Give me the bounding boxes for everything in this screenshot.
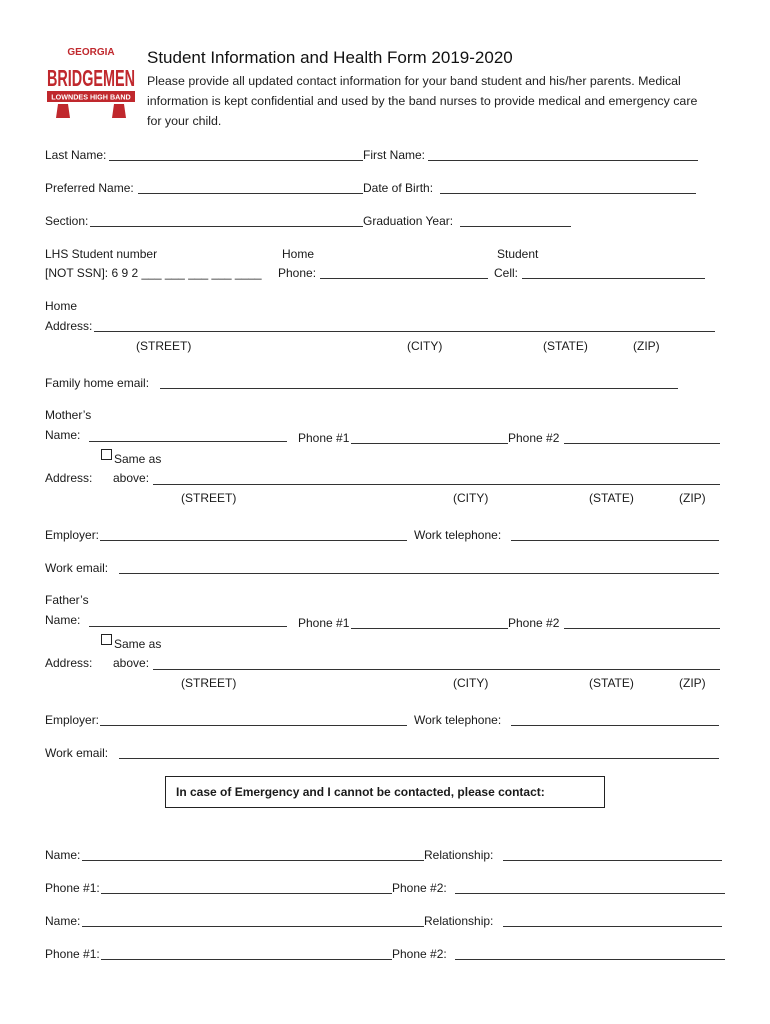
mother-name-field[interactable] [89, 441, 287, 442]
family-email-field[interactable] [160, 388, 678, 389]
student-cell-field[interactable] [522, 278, 705, 279]
bridgemen-logo [44, 44, 138, 120]
mother-work-email-label: Work email: [45, 561, 109, 575]
father-employer-label: Employer: [45, 713, 100, 727]
student-cell-label-2: Cell: [494, 266, 519, 280]
logo-right-pillar [112, 104, 126, 118]
emergency-banner-text: In case of Emergency and I cannot be contacted, please contact: [176, 785, 545, 799]
father-phone2-field[interactable] [564, 628, 720, 629]
emergency-1-phone1-field[interactable] [101, 893, 392, 894]
emergency-2-relationship-field[interactable] [503, 926, 722, 927]
father-zip-caption: (ZIP) [679, 676, 706, 690]
home-state-caption: (STATE) [543, 339, 588, 353]
father-work-email-label: Work email: [45, 746, 109, 760]
lhs-number-label: LHS Student number [45, 247, 158, 261]
logo-main-text: BRIDGEMEN [47, 65, 135, 91]
grad-year-label: Graduation Year: [363, 214, 454, 228]
father-street-caption: (STREET) [181, 676, 237, 690]
father-same-as-label: Same as [114, 637, 162, 651]
mother-same-as-label: Same as [114, 452, 162, 466]
emergency-2-relationship-label: Relationship: [424, 914, 494, 928]
emergency-2-phone1-field[interactable] [101, 959, 392, 960]
mother-phone1-field[interactable] [351, 443, 508, 444]
emergency-2-phone1-label: Phone #1: [45, 947, 100, 961]
emergency-1-phone1-label: Phone #1: [45, 881, 100, 895]
dob-field[interactable] [440, 193, 696, 194]
father-address-field[interactable] [153, 669, 720, 670]
father-phone1-label: Phone #1 [298, 616, 350, 630]
father-address-label: Address: [45, 656, 93, 670]
mother-employer-label: Employer: [45, 528, 100, 542]
mother-state-caption: (STATE) [589, 491, 634, 505]
form-title: Student Information and Health Form 2019-2020 [147, 48, 513, 67]
home-address-field[interactable] [94, 331, 715, 332]
emergency-1-name-label: Name: [45, 848, 81, 862]
home-city-caption: (CITY) [407, 339, 443, 353]
emergency-2-name-field[interactable] [82, 926, 424, 927]
father-name-label-2: Name: [45, 613, 81, 627]
grad-year-field[interactable] [460, 226, 571, 227]
logo-top-text: GEORGIA [67, 47, 115, 58]
home-phone-label-2: Phone: [278, 266, 317, 280]
mother-phone2-field[interactable] [564, 443, 720, 444]
first-name-label: First Name: [363, 148, 426, 162]
home-phone-label-1: Home [282, 247, 315, 261]
father-city-caption: (CITY) [453, 676, 489, 690]
last-name-field[interactable] [109, 160, 363, 161]
emergency-banner [165, 776, 605, 808]
emergency-1-relationship-label: Relationship: [424, 848, 494, 862]
home-address-label-1: Home [45, 299, 78, 313]
mother-street-caption: (STREET) [181, 491, 237, 505]
father-phone1-field[interactable] [351, 628, 508, 629]
mother-above-label: above: [113, 471, 150, 485]
mother-employer-field[interactable] [100, 540, 407, 541]
mother-phone2-label: Phone #2 [508, 431, 560, 445]
preferred-name-field[interactable] [138, 193, 363, 194]
mother-same-as-checkbox[interactable] [101, 449, 112, 460]
home-address-label-2: Address: [45, 319, 93, 333]
emergency-1-phone2-field[interactable] [455, 893, 725, 894]
father-work-email-field[interactable] [119, 758, 719, 759]
lhs-number-field[interactable]: [NOT SSN]: 6 9 2 ___ ___ ___ ___ ____ [45, 266, 262, 280]
intro-line-1: Please provide all updated contact information for your band student and his/her parents. Medical [147, 74, 681, 88]
father-above-label: above: [113, 656, 150, 670]
home-phone-field[interactable] [320, 278, 488, 279]
mother-address-field[interactable] [153, 484, 720, 485]
section-label: Section: [45, 214, 89, 228]
last-name-label: Last Name: [45, 148, 107, 162]
family-email-label: Family home email: [45, 376, 150, 390]
mother-address-label: Address: [45, 471, 93, 485]
section-field[interactable] [90, 226, 363, 227]
preferred-name-label: Preferred Name: [45, 181, 134, 195]
mother-phone1-label: Phone #1 [298, 431, 350, 445]
father-name-label-1: Father’s [45, 593, 89, 607]
mother-name-label-1: Mother’s [45, 408, 92, 422]
mother-zip-caption: (ZIP) [679, 491, 706, 505]
emergency-2-name-label: Name: [45, 914, 81, 928]
intro-line-3: for your child. [147, 114, 222, 128]
mother-work-phone-label: Work telephone: [414, 528, 502, 542]
mother-city-caption: (CITY) [453, 491, 489, 505]
father-state-caption: (STATE) [589, 676, 634, 690]
mother-name-label-2: Name: [45, 428, 81, 442]
mother-work-phone-field[interactable] [511, 540, 719, 541]
emergency-2-phone2-field[interactable] [455, 959, 725, 960]
home-zip-caption: (ZIP) [633, 339, 660, 353]
dob-label: Date of Birth: [363, 181, 434, 195]
father-same-as-checkbox[interactable] [101, 634, 112, 645]
mother-work-email-field[interactable] [119, 573, 719, 574]
emergency-1-name-field[interactable] [82, 860, 424, 861]
logo-sub-text: LOWNDES HIGH BAND [51, 92, 131, 102]
father-work-phone-field[interactable] [511, 725, 719, 726]
emergency-1-relationship-field[interactable] [503, 860, 722, 861]
logo-left-pillar [56, 104, 70, 118]
home-street-caption: (STREET) [136, 339, 192, 353]
father-name-field[interactable] [89, 626, 287, 627]
student-cell-label-1: Student [497, 247, 539, 261]
emergency-2-phone2-label: Phone #2: [392, 947, 447, 961]
intro-line-2: information is kept confidential and used by the band nurses to provide medical and emergency care [147, 94, 698, 108]
emergency-1-phone2-label: Phone #2: [392, 881, 447, 895]
first-name-field[interactable] [428, 160, 698, 161]
father-phone2-label: Phone #2 [508, 616, 560, 630]
father-employer-field[interactable] [100, 725, 407, 726]
father-work-phone-label: Work telephone: [414, 713, 502, 727]
